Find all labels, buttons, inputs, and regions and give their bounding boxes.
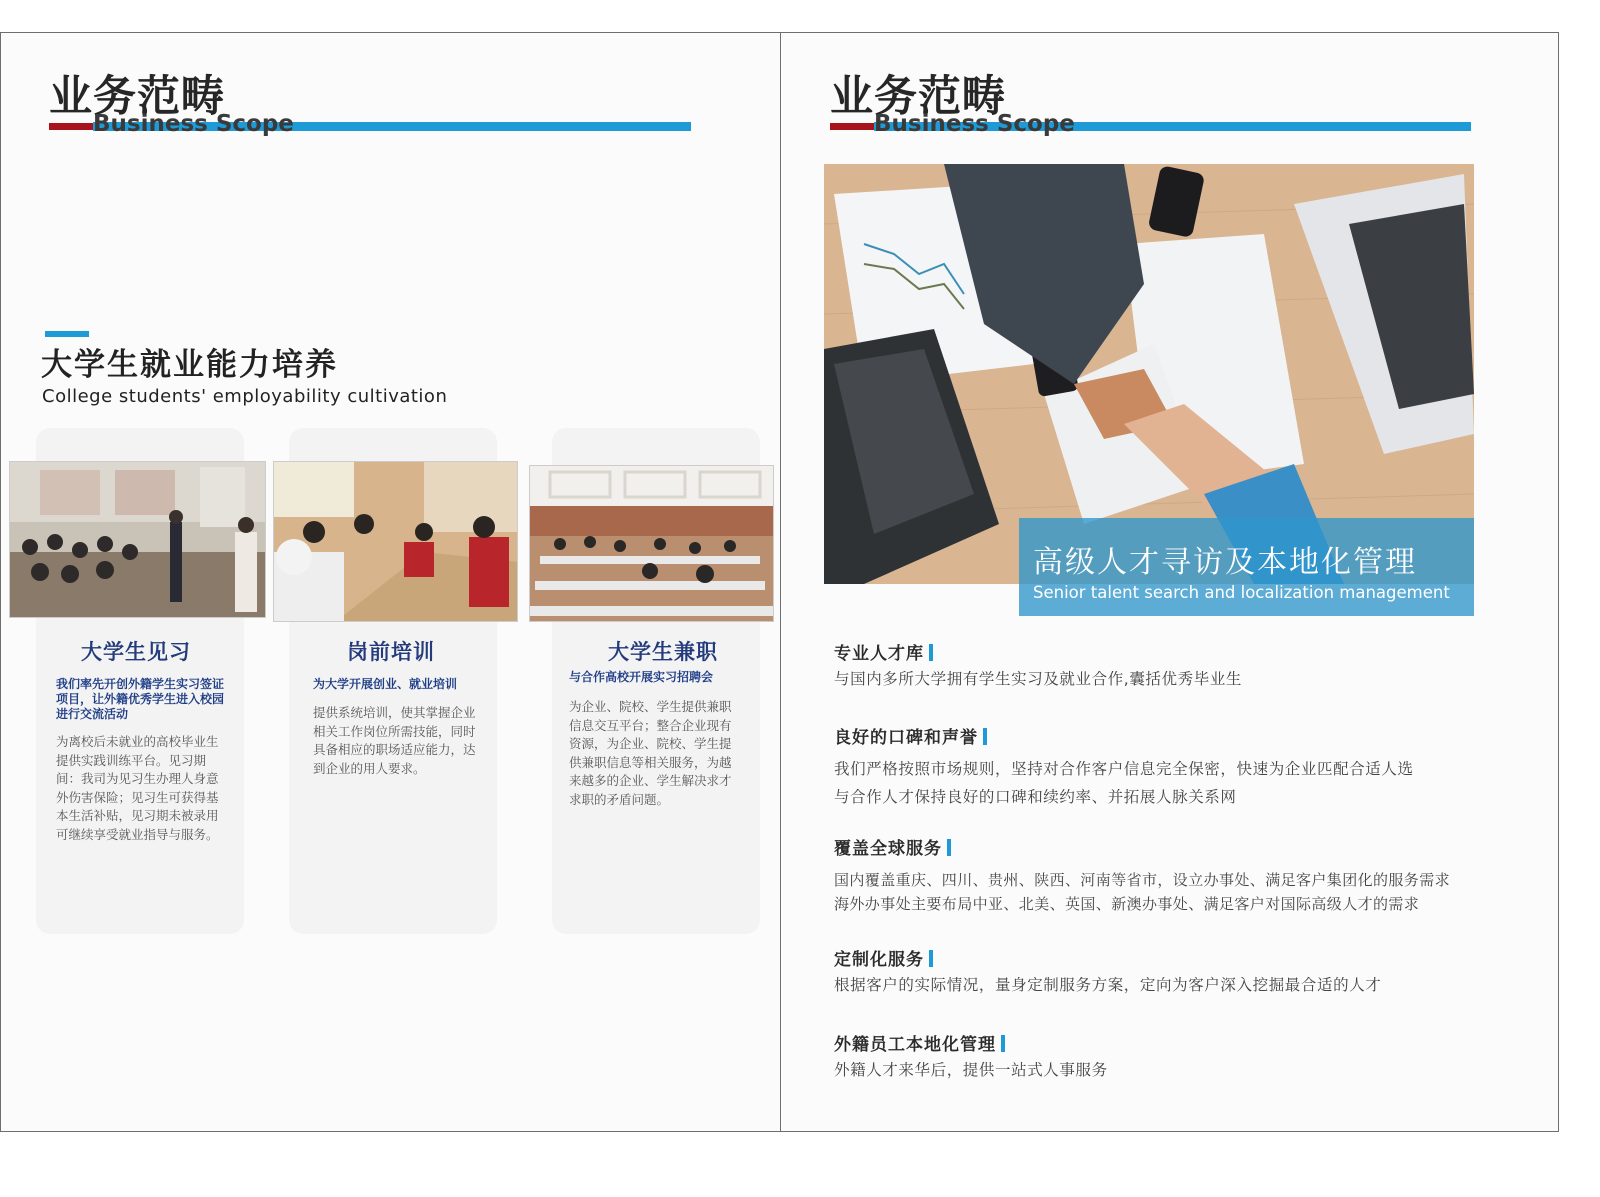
card-internship-highlight: 我们率先开创外籍学生实习签证项目，让外籍优秀学生进入校园进行交流活动	[56, 677, 225, 721]
service-desc-line: 海外办事处主要布局中亚、北美、英国、新澳办事处、满足客户对国际高级人才的需求	[834, 895, 1420, 913]
service-title-marker	[929, 950, 933, 967]
left-page	[0, 32, 781, 1132]
service-title: 专业人才库	[834, 644, 924, 664]
card-training-title: 岗前培训	[347, 640, 435, 664]
service-item-talent-pool	[834, 643, 1242, 693]
service-title: 外籍员工本地化管理	[834, 1035, 996, 1055]
service-item-localization	[834, 1034, 1108, 1084]
header-title-en: Business Scope	[874, 111, 1075, 137]
page-header-left	[49, 71, 694, 141]
service-desc-line: 与国内多所大学拥有学生实习及就业合作,囊括优秀毕业生	[834, 670, 1243, 688]
service-title-marker	[1001, 1035, 1005, 1052]
section-subtitle: College students' employability cultivation	[42, 386, 448, 407]
service-title: 良好的口碑和声誉	[834, 728, 978, 748]
service-desc-line: 国内覆盖重庆、四川、贵州、陕西、河南等省市，设立办事处、满足客户集团化的服务需求	[834, 871, 1451, 889]
card-internship-body: 为离校后未就业的高校毕业生提供实践训练平台。见习期间：我司为见习生办理人身意外伤害保险；见习生可获得基本生活补贴，见习期未被录用可继续享受就业指导与服务。	[56, 734, 219, 842]
service-desc-line: 外籍人才来华后，提供一站式人事服务	[834, 1061, 1108, 1079]
service-title-marker	[929, 644, 933, 661]
card-parttime-body: 为企业、院校、学生提供兼职信息交互平台；整合企业现有资源，为企业、院校、学生提供兼职信息等相关服务，为越来越多的企业、学生解决求才求职的矛盾问题。	[569, 699, 732, 807]
service-item-global	[834, 838, 1450, 918]
card-parttime-highlight: 与合作高校开展实习招聘会	[569, 670, 714, 684]
hero-title: 高级人才寻访及本地化管理	[1033, 545, 1417, 580]
section-accent-bar	[45, 331, 89, 337]
right-page	[780, 32, 1559, 1132]
page-header-right	[830, 71, 1475, 141]
header-red-bar	[49, 123, 93, 130]
header-title-cn: 业务范畴	[830, 72, 1006, 122]
service-desc-line: 根据客户的实际情况，量身定制服务方案，定向为客户深入挖掘最合适的人才	[834, 976, 1382, 994]
card-internship-title: 大学生见习	[81, 640, 191, 664]
card-training-body: 提供系统培训，使其掌握企业相关工作岗位所需技能，同时具备相应的职场适应能力，达到企业的用人要求。	[313, 705, 476, 776]
hero-subtitle: Senior talent search and localization management	[1033, 583, 1450, 602]
hero-caption	[1019, 518, 1474, 616]
classroom-photo	[9, 461, 266, 618]
service-desc-line: 与合作人才保持良好的口碑和续约率、并拓展人脉关系网	[834, 788, 1237, 806]
meeting-photo	[273, 461, 518, 622]
service-desc-line: 我们严格按照市场规则，坚持对合作客户信息完全保密，快速为企业匹配合适人选	[834, 760, 1414, 778]
service-title-marker	[983, 728, 987, 745]
header-red-bar	[830, 123, 874, 130]
header-title-en: Business Scope	[93, 111, 294, 137]
section-title: 大学生就业能力培养	[41, 347, 338, 383]
card-training-highlight: 为大学开展创业、就业培训	[313, 677, 458, 691]
header-title-cn: 业务范畴	[49, 72, 225, 122]
service-title: 定制化服务	[834, 950, 924, 970]
service-item-custom	[834, 949, 1381, 999]
service-title-marker	[947, 839, 951, 856]
service-item-reputation	[834, 727, 1414, 811]
service-title: 覆盖全球服务	[834, 839, 942, 859]
card-parttime-title: 大学生兼职	[608, 640, 718, 664]
lecture-hall-photo	[529, 465, 774, 622]
